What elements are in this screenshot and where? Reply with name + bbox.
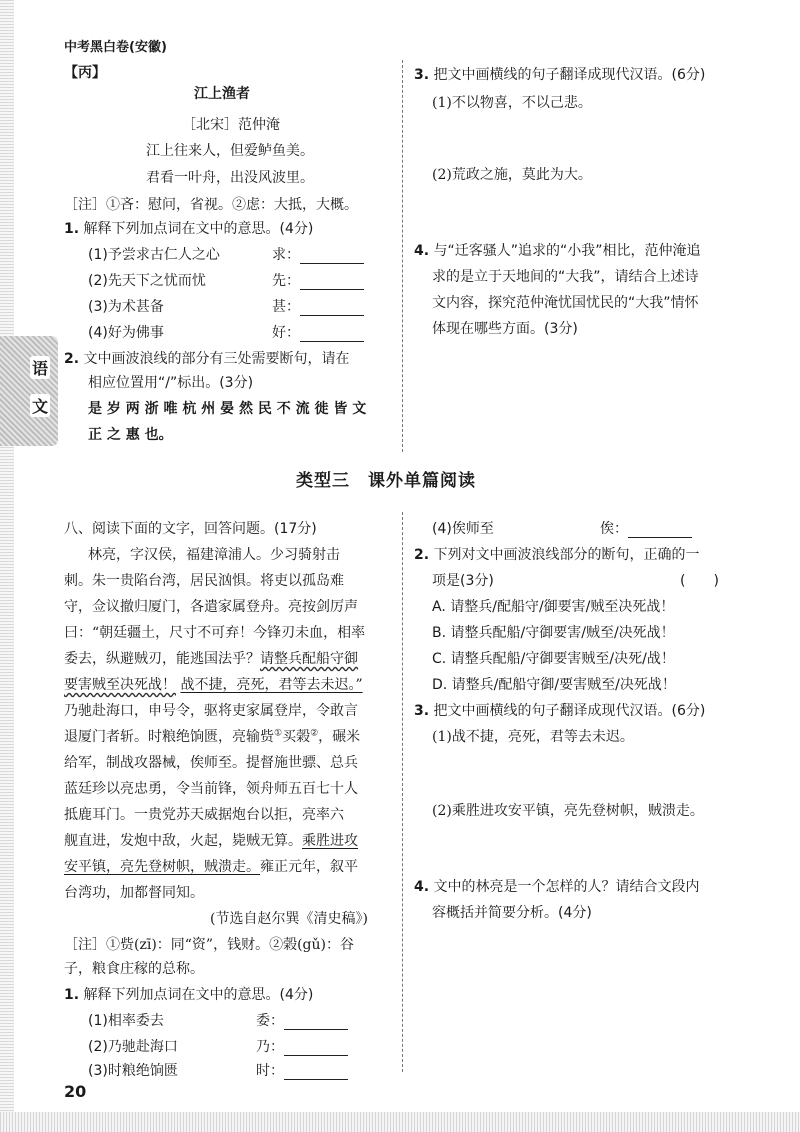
- item-phrase: (3)为术甚备: [88, 299, 164, 315]
- poem-note: ［注］①吝：慰问，省视。②虑：大抵，大概。: [64, 197, 358, 213]
- bing-question-3: [414, 64, 705, 84]
- passage-line-4: 曰：“朝廷疆土，尺寸不可弃！今锋刃未血，相率: [64, 625, 366, 641]
- passage-text: ，碾米: [318, 729, 361, 745]
- scan-edge-left: [0, 0, 14, 1132]
- passage-text: 舰直进，发炮中敌，火起，毙贼无算。: [64, 833, 302, 849]
- item-word: 委：: [256, 1013, 284, 1029]
- passage-line-2: 刺。朱一贵陷台湾，居民汹惧。将吏以孤岛难: [64, 573, 344, 589]
- option-d[interactable]: D. 请整兵/配船守御/要害贼至/决死战！: [432, 677, 676, 693]
- item-phrase: (3)时粮绝饷匮: [88, 1063, 178, 1079]
- item-word: 求：: [272, 247, 300, 263]
- bing-q4-line-2: 求的是立于天地间的“大我”，请结合上述诗: [432, 269, 699, 285]
- eight-q1-item-4: [432, 518, 494, 538]
- bing-question-4: [414, 240, 701, 260]
- passage-text: 退厦门者斩。时粮绝饷匮，亮输赀: [64, 729, 274, 745]
- bing-q1-answer-3[interactable]: [272, 296, 364, 316]
- page-number: 20: [64, 1082, 87, 1101]
- book-title: 中考黑白卷(安徽): [64, 40, 167, 55]
- item-phrase: (1)予尝求古仁人之心: [88, 247, 220, 263]
- item-word: 俟：: [600, 521, 628, 537]
- item-word: 好：: [272, 325, 300, 341]
- question-text-line-1: 文中的林亮是一个怎样的人？请结合文段内: [433, 879, 700, 895]
- bing-q1-item-4: [88, 322, 164, 342]
- part-eight-intro: 八、阅读下面的文字，回答问题。(17分): [64, 521, 317, 537]
- wavy-segment: 请整兵配船守御: [260, 651, 358, 667]
- item-phrase: (2)先天下之忧而忧: [88, 273, 206, 289]
- passage-text: 委去，纵避贼刃，能逃国法乎？: [64, 651, 260, 667]
- column-divider-bottom: [402, 512, 403, 1072]
- eight-q1-item-1: [88, 1010, 164, 1030]
- item-phrase: (4)好为佛事: [88, 325, 164, 341]
- footnote-marker: ②: [310, 728, 319, 739]
- wavy-segment: 要害贼至决死战！: [64, 677, 176, 693]
- passage-line-8: [64, 726, 360, 746]
- eight-q3-sub-1: (1)战不捷，亮死，君等去未迟。: [432, 729, 634, 745]
- question-number: 4.: [414, 243, 430, 259]
- bing-q4-line-3: 文内容，探究范仲淹忧国忧民的“大我”情怀: [432, 295, 699, 311]
- question-text: 解释下列加点词在文中的意思。(4分): [83, 987, 314, 1003]
- bing-q3-sub-2: (2)荒政之施，莫此为大。: [432, 167, 592, 183]
- option-c[interactable]: C. 请整兵配船/守御要害贼至/决死/战！: [432, 651, 675, 667]
- passage-line-5: [64, 648, 358, 668]
- question-number: 1.: [64, 987, 80, 1003]
- underlined-sentence: 安平镇，亮先登树帜，贼溃走。: [64, 859, 260, 875]
- option-b[interactable]: B. 请整兵配船/守御要害/贼至/决死战！: [432, 625, 675, 641]
- passage-line-10: 蓝廷珍以亮忠勇，令当前锋，领舟师五百七十人: [64, 781, 358, 797]
- question-text: 把文中画横线的句子翻译成现代汉语。(6分): [433, 67, 706, 83]
- passage-line-14: 台湾功，加都督同知。: [64, 885, 204, 901]
- item-word: 时：: [256, 1063, 284, 1079]
- bing-q1-answer-2[interactable]: [272, 270, 364, 290]
- bing-q1-item-2: [88, 270, 206, 290]
- bing-q1-item-1: [88, 244, 220, 264]
- footnote-marker: ①: [274, 728, 283, 739]
- eight-q1-answer-3[interactable]: [256, 1060, 348, 1080]
- question-number: 1.: [64, 221, 80, 237]
- bing-q1-item-3: [88, 296, 164, 316]
- answer-blank[interactable]: [300, 301, 364, 316]
- eight-question-4: [414, 876, 700, 896]
- bing-q1-answer-4[interactable]: [272, 322, 364, 342]
- eight-q1-item-3: [88, 1060, 178, 1080]
- underlined-sentence: 战不捷，亮死，君等去未迟。”: [180, 677, 363, 693]
- question-text-line-1: 文中画波浪线的部分有三处需要断句，请在: [83, 351, 350, 367]
- answer-blank[interactable]: [300, 249, 364, 264]
- item-word: 乃：: [256, 1039, 284, 1055]
- answer-blank[interactable]: [284, 1015, 348, 1030]
- eight-q1-answer-4[interactable]: [600, 518, 692, 538]
- underlined-sentence: 乘胜进攻: [302, 833, 358, 849]
- bing-q4-line-4: 体现在哪些方面。(3分): [432, 321, 578, 337]
- passage-line-1: 林亮，字汉侯，福建漳浦人。少习骑射击: [88, 547, 340, 563]
- passage-text: 雍正元年，叙平: [260, 859, 358, 875]
- passage-line-11: 抵鹿耳门。一贵党苏天威据炮台以拒，亮率六: [64, 807, 344, 823]
- bing-q2-line-2: 相应位置用“/”标出。(3分): [88, 375, 254, 391]
- passage-note-1: ［注］①赀(zī)：同“资”，钱财。②榖(gǔ)：谷: [64, 937, 354, 953]
- answer-blank[interactable]: [300, 327, 364, 342]
- bing-q3-sub-1: (1)不以物喜，不以己悲。: [432, 95, 592, 111]
- eight-q2-line-2: 项是(3分): [432, 573, 494, 589]
- column-divider-top: [402, 60, 403, 452]
- eight-q1-answer-1[interactable]: [256, 1010, 348, 1030]
- bing-q1-answer-1[interactable]: [272, 244, 364, 264]
- eight-q1-item-2: [88, 1036, 178, 1056]
- part-tag: 【丙】: [64, 65, 106, 81]
- passage-line-9: 给军，制战攻器械，俟师至。提督施世骠、总兵: [64, 755, 358, 771]
- passage-line-3: 守，佥议撤归厦门，各遣家属登舟。亮按剑厉声: [64, 599, 358, 615]
- poem-line-2: 君看一叶舟，出没风波里。: [146, 170, 314, 186]
- question-text-line-1: 与“迁客骚人”追求的“小我”相比，范仲淹追: [433, 243, 701, 259]
- eight-q1-answer-2[interactable]: [256, 1036, 348, 1056]
- item-phrase: (1)相率委去: [88, 1013, 164, 1029]
- item-phrase: (2)乃驰赴海口: [88, 1039, 178, 1055]
- question-number: 2.: [64, 351, 80, 367]
- eight-question-3: [414, 700, 705, 720]
- answer-blank[interactable]: [300, 275, 364, 290]
- eight-q4-line-2: 容概括并简要分析。(4分): [432, 905, 592, 921]
- answer-blank[interactable]: [628, 523, 692, 538]
- subject-side-tab: [0, 336, 58, 446]
- poem-line-1: 江上往来人，但爱鲈鱼美。: [146, 143, 314, 159]
- item-word: 甚：: [272, 299, 300, 315]
- option-a[interactable]: A. 请整兵/配船守/御要害/贼至决死战！: [432, 599, 675, 615]
- answer-blank[interactable]: [284, 1065, 348, 1080]
- passage-line-6: [64, 674, 363, 694]
- question-number: 4.: [414, 879, 430, 895]
- item-word: 先：: [272, 273, 300, 289]
- passage-line-13: [64, 856, 358, 876]
- passage-line-7: 乃驰赴海口，申号令，驱将吏家属登岸，令敢言: [64, 703, 358, 719]
- side-tab-char-2: 文: [30, 394, 50, 417]
- passage-line-12: [64, 830, 358, 850]
- answer-blank[interactable]: [284, 1041, 348, 1056]
- item-phrase: (4)俟师至: [432, 521, 494, 537]
- question-number: 3.: [414, 67, 430, 83]
- scan-edge-bottom: [0, 1112, 800, 1132]
- question-text-line-1: 下列对文中画波浪线部分的断句，正确的一: [433, 547, 700, 563]
- poem-author: ［北宋］范仲淹: [182, 117, 280, 133]
- eight-question-2: [414, 544, 700, 564]
- question-text: 把文中画横线的句子翻译成现代汉语。(6分): [433, 703, 706, 719]
- bing-question-2: [64, 348, 350, 368]
- eight-question-1: [64, 984, 313, 1004]
- passage-source: (节选自赵尔巽《清史稿》): [210, 911, 368, 927]
- question-number: 3.: [414, 703, 430, 719]
- bing-question-1: [64, 218, 313, 238]
- passage-note-2: 子，粮食庄稼的总称。: [64, 961, 204, 977]
- section-title: 类型三 课外单篇阅读: [296, 471, 476, 491]
- question-text: 解释下列加点词在文中的意思。(4分): [83, 221, 314, 237]
- bing-q2-passage-line-1[interactable]: 是 岁 两 浙 唯 杭 州 晏 然 民 不 流 徙 皆 文: [88, 401, 367, 417]
- question-number: 2.: [414, 547, 430, 563]
- eight-q3-sub-2: (2)乘胜进攻安平镇，亮先登树帜，贼溃走。: [432, 803, 704, 819]
- bing-q2-passage-line-2[interactable]: 正 之 惠 也。: [88, 427, 173, 443]
- answer-paren[interactable]: ( ): [680, 573, 719, 589]
- passage-text: 买榖: [282, 729, 311, 745]
- poem-title: 江上渔者: [194, 86, 250, 102]
- side-tab-char-1: 语: [30, 356, 50, 379]
